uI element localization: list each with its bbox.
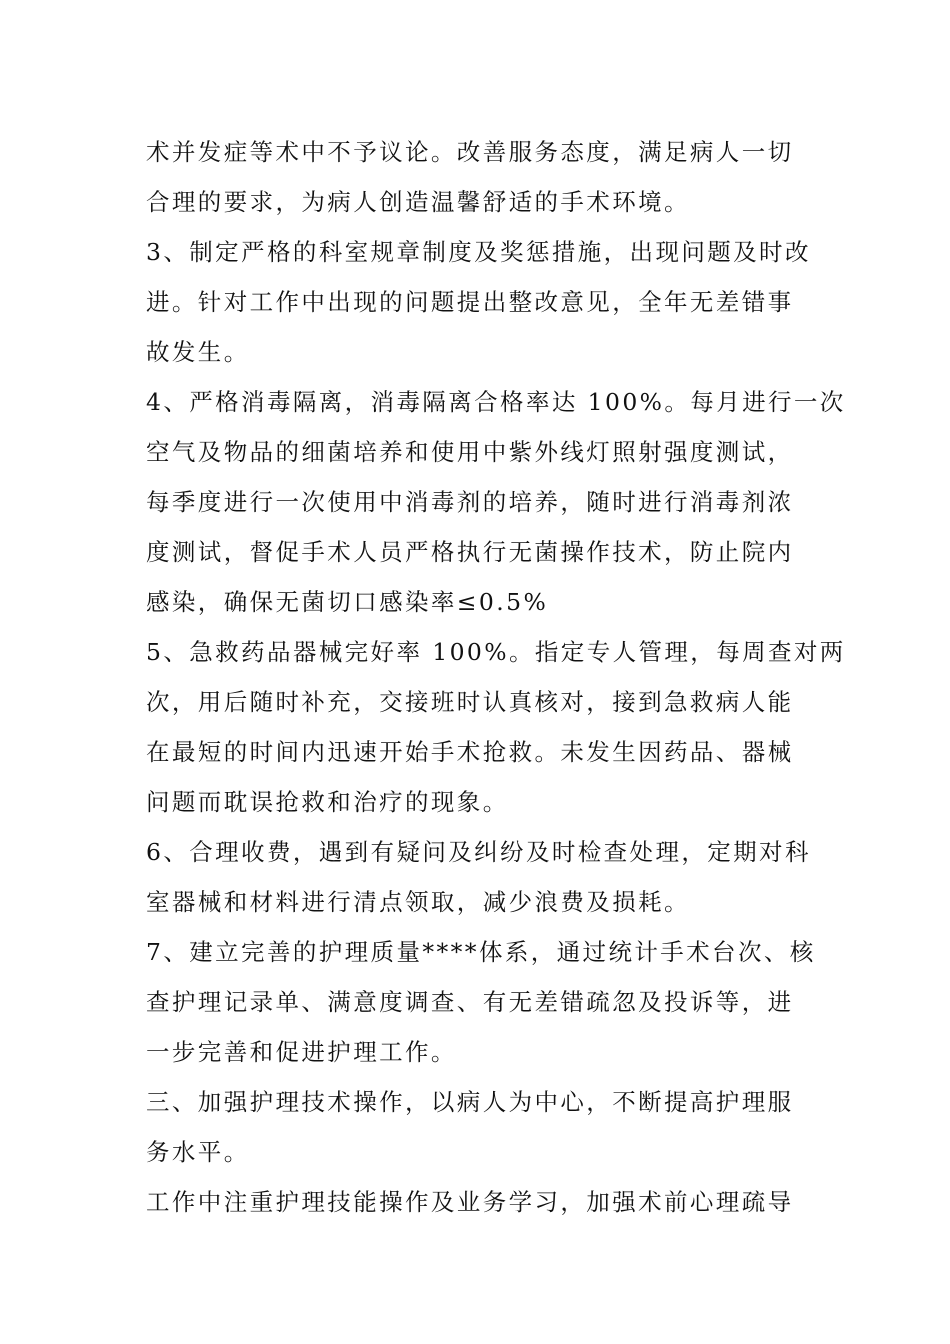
text-line: 3、制定严格的科室规章制度及奖惩措施，出现问题及时改 — [146, 238, 811, 266]
text-line: 次，用后随时补充，交接班时认真核对，接到急救病人能 — [146, 688, 794, 716]
text-line: 工作中注重护理技能操作及业务学习，加强术前心理疏导 — [146, 1188, 794, 1216]
text-line: 空气及物品的细菌培养和使用中紫外线灯照射强度测试， — [146, 438, 794, 466]
text-line: 术并发症等术中不予议论。改善服务态度，满足病人一切 — [146, 138, 794, 166]
text-line: 4、严格消毒隔离，消毒隔离合格率达 100%。每月进行一次 — [146, 388, 846, 416]
text-line: 室器械和材料进行清点领取，减少浪费及损耗。 — [146, 888, 690, 916]
text-line: 6、合理收费，遇到有疑问及纠纷及时检查处理，定期对科 — [146, 838, 811, 866]
text-line: 在最短的时间内迅速开始手术抢救。未发生因药品、器械 — [146, 738, 794, 766]
text-line: 问题而耽误抢救和治疗的现象。 — [146, 788, 509, 816]
text-line: 5、急救药品器械完好率 100%。指定专人管理，每周查对两 — [146, 638, 846, 666]
text-line: 三、加强护理技术操作，以病人为中心，不断提高护理服 — [146, 1088, 794, 1116]
text-line: 查护理记录单、满意度调查、有无差错疏忽及投诉等，进 — [146, 988, 794, 1016]
text-line: 故发生。 — [146, 338, 250, 366]
document-body — [146, 127, 846, 1227]
text-line: 务水平。 — [146, 1138, 250, 1166]
text-line: 感染，确保无菌切口感染率≤0.5% — [146, 588, 549, 616]
text-line: 合理的要求，为病人创造温馨舒适的手术环境。 — [146, 188, 690, 216]
text-line: 7、建立完善的护理质量****体系，通过统计手术台次、核 — [146, 938, 816, 966]
text-line: 每季度进行一次使用中消毒剂的培养，随时进行消毒剂浓 — [146, 488, 794, 516]
text-line: 进。针对工作中出现的问题提出整改意见，全年无差错事 — [146, 288, 794, 316]
text-line: 度测试，督促手术人员严格执行无菌操作技术，防止院内 — [146, 538, 794, 566]
text-line: 一步完善和促进护理工作。 — [146, 1038, 457, 1066]
